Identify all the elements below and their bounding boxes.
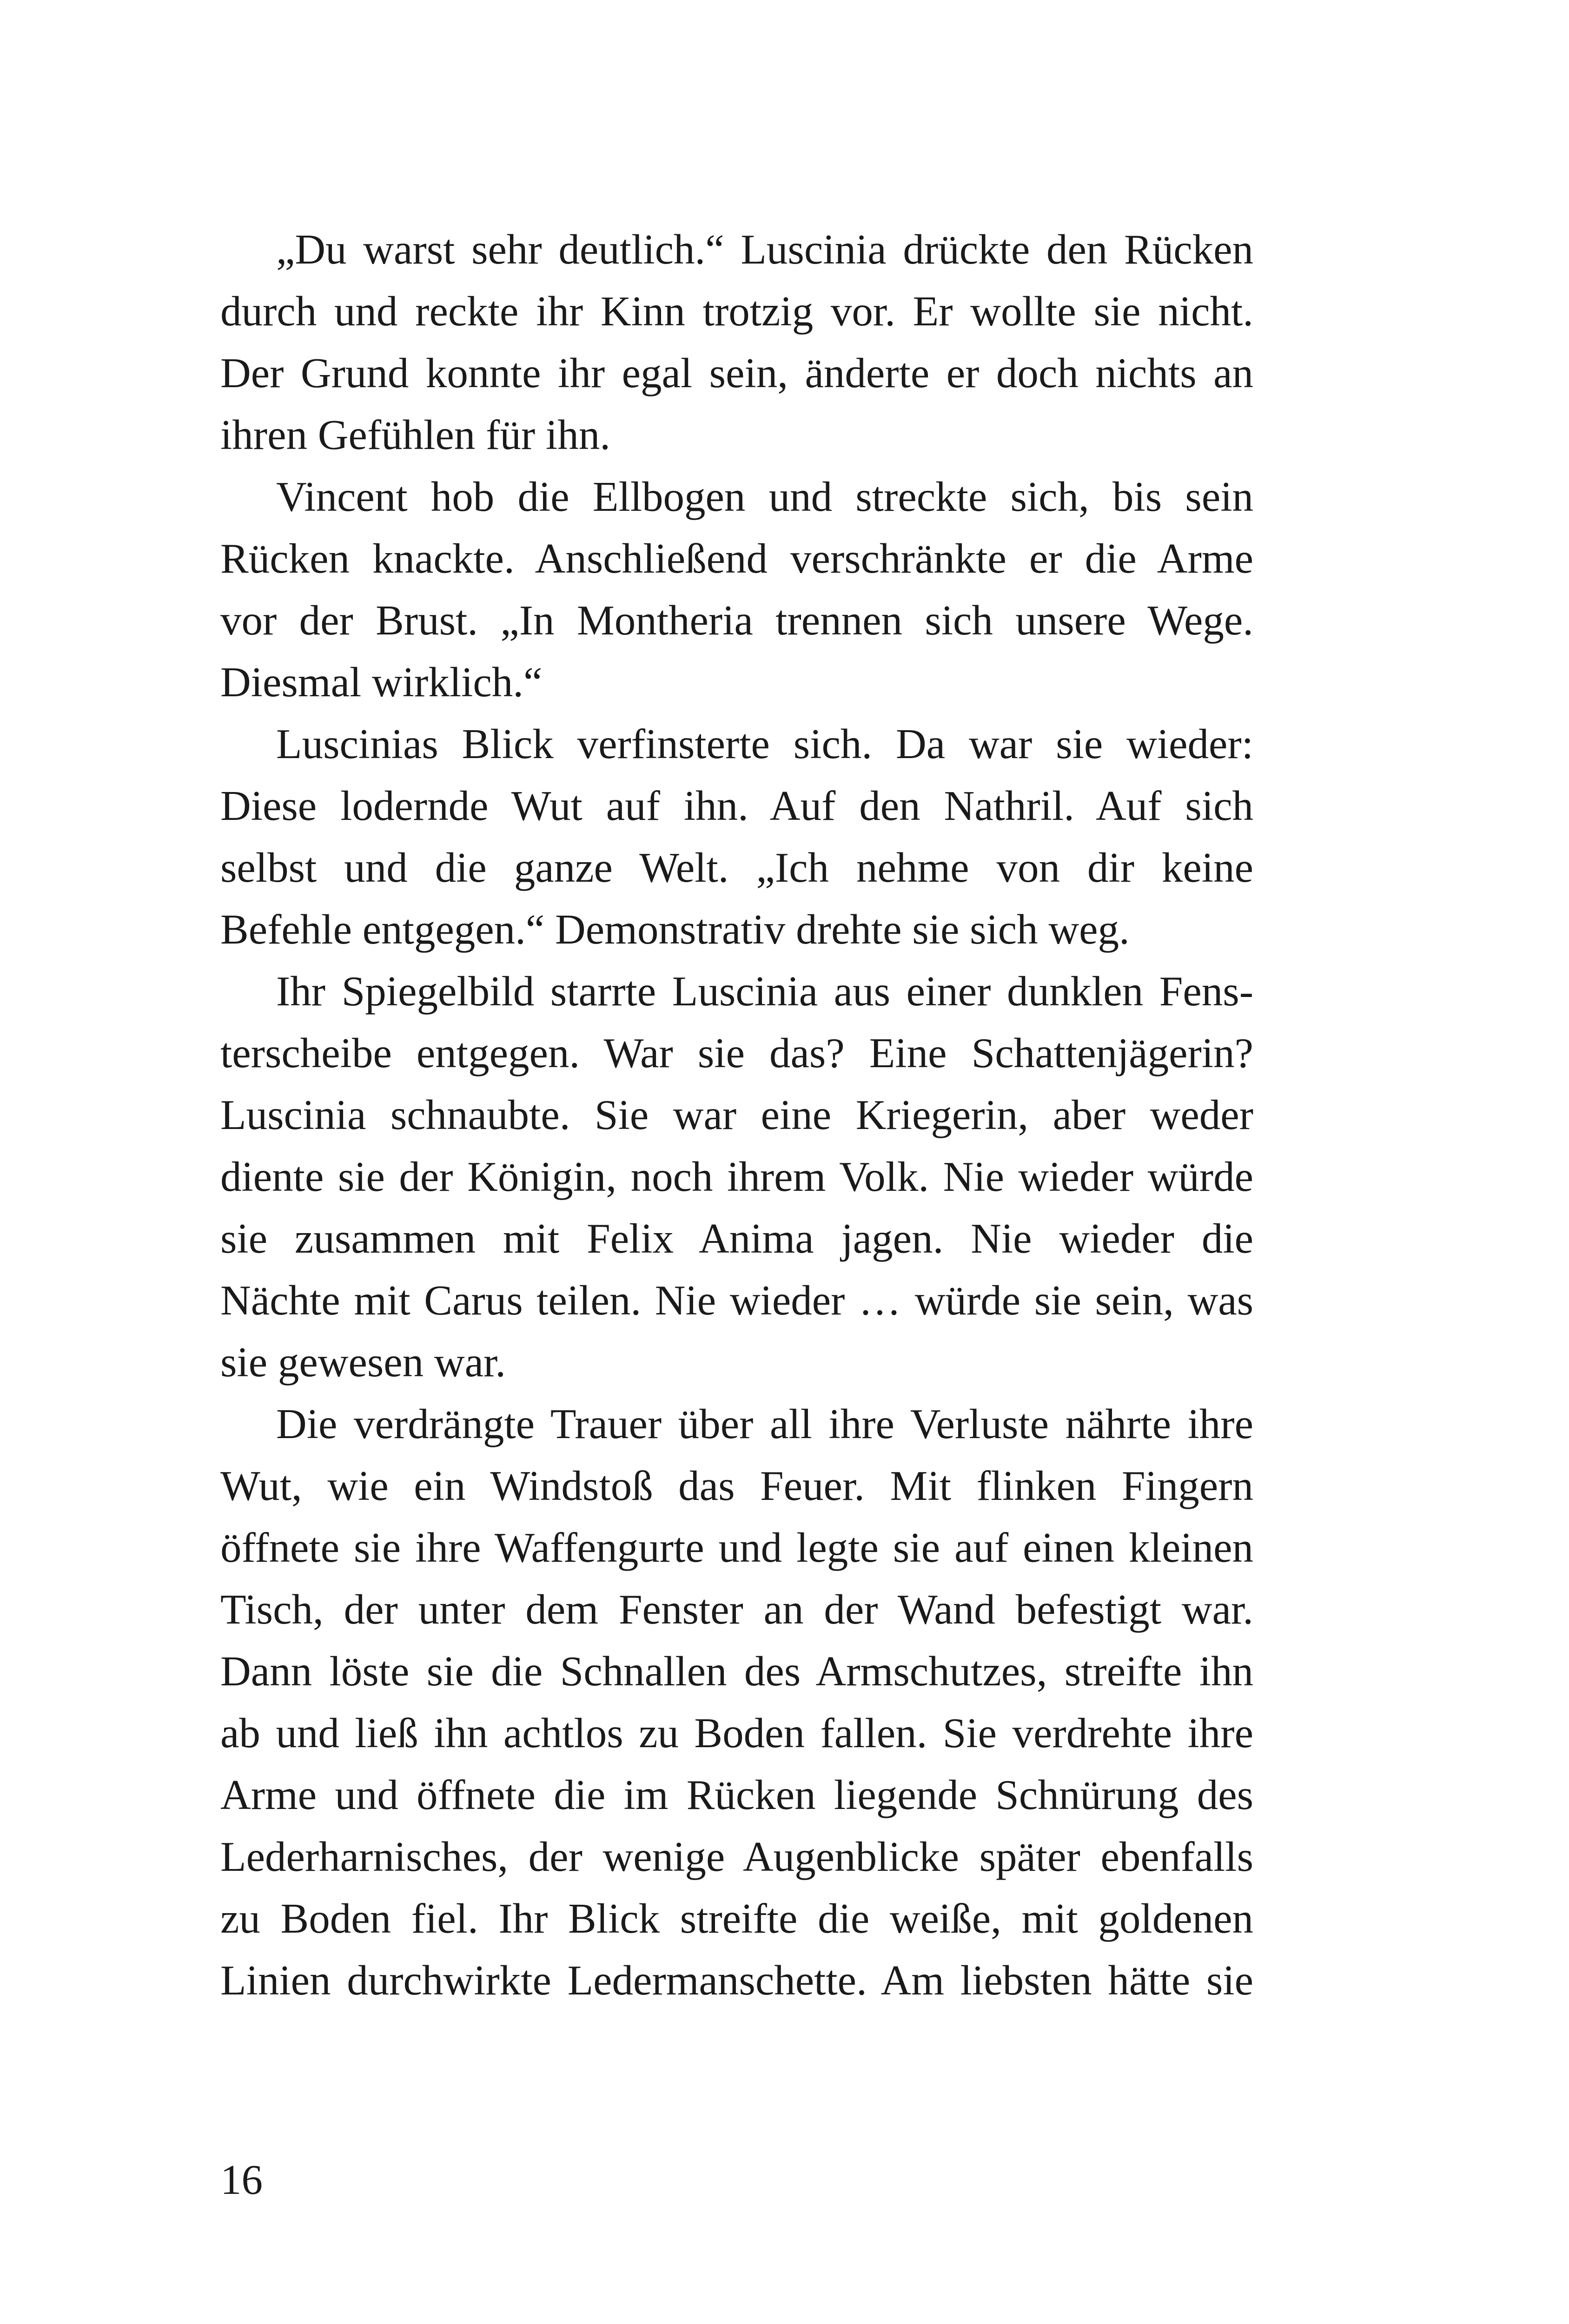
paragraph-1 — [220, 218, 1253, 466]
text-line: selbst und die ganze Welt. „Ich nehme von dir keine — [220, 844, 1253, 891]
text-line: Luscinia schnaubte. Sie war eine Kriegerin, aber weder — [220, 1091, 1253, 1138]
text-line: Tisch, der unter dem Fenster an der Wand befestigt war. — [220, 1586, 1253, 1633]
text-line: sie gewesen war. — [220, 1339, 506, 1386]
text-line: Dann löste sie die Schnallen des Armschutzes, streifte ihn — [220, 1648, 1253, 1695]
text-line: öffnete sie ihre Waffengurte und legte sie auf einen kleinen — [220, 1524, 1253, 1571]
page-number: 16 — [220, 2156, 263, 2203]
text-line: zu Boden fiel. Ihr Blick streifte die weiße, mit goldenen — [220, 1895, 1253, 1942]
text-line: vor der Brust. „In Montheria trennen sich unsere Wege. — [220, 597, 1253, 644]
text-line: Befehle entgegen.“ Demonstrativ drehte sie sich weg. — [220, 906, 1130, 953]
text-line: Die verdrängte Trauer über all ihre Verluste nährte ihre — [276, 1400, 1253, 1447]
text-line: Ihr Spiegelbild starrte Luscinia aus einer dunklen Fens- — [276, 968, 1253, 1015]
text-line: terscheibe entgegen. War sie das? Eine Schattenjägerin? — [220, 1030, 1253, 1076]
text-line: diente sie der Königin, noch ihrem Volk. Nie wieder würde — [220, 1153, 1253, 1200]
text-line: Diesmal wirklich.“ — [220, 659, 543, 706]
paragraph-5 — [220, 1393, 1253, 2011]
text-line: „Du warst sehr deutlich.“ Luscinia drückte den Rücken — [276, 226, 1253, 273]
text-line: Nächte mit Carus teilen. Nie wieder … würde sie sein, was — [220, 1277, 1253, 1324]
text-line: Wut, wie ein Windstoß das Feuer. Mit flinken Fingern — [220, 1462, 1253, 1509]
text-line: ihren Gefühlen für ihn. — [220, 411, 610, 458]
text-line: Vincent hob die Ellbogen und streckte sich, bis sein — [276, 473, 1253, 520]
text-line: Luscinias Blick verfinsterte sich. Da war sie wieder: — [276, 720, 1253, 767]
text-line: Linien durchwirkte Ledermanschette. Am liebsten hätte sie — [220, 1957, 1253, 2004]
paragraph-2 — [220, 466, 1253, 713]
text-line: Diese lodernde Wut auf ihn. Auf den Nathril. Auf sich — [220, 782, 1253, 829]
text-line: ab und ließ ihn achtlos zu Boden fallen. Sie verdrehte ihre — [220, 1710, 1253, 1756]
text-line: durch und reckte ihr Kinn trotzig vor. Er wollte sie nicht. — [220, 288, 1253, 335]
text-line: sie zusammen mit Felix Anima jagen. Nie wieder die — [220, 1215, 1253, 1262]
body-text — [220, 218, 1253, 2011]
paragraph-3 — [220, 713, 1253, 960]
text-line: Rücken knackte. Anschließend verschränkte er die Arme — [220, 535, 1253, 582]
text-line: Lederharnisches, der wenige Augenblicke später ebenfalls — [220, 1833, 1253, 1880]
text-line: Arme und öffnete die im Rücken liegende Schnürung des — [220, 1771, 1253, 1818]
text-line: Der Grund konnte ihr egal sein, änderte er doch nichts an — [220, 350, 1253, 396]
paragraph-4 — [220, 960, 1253, 1393]
